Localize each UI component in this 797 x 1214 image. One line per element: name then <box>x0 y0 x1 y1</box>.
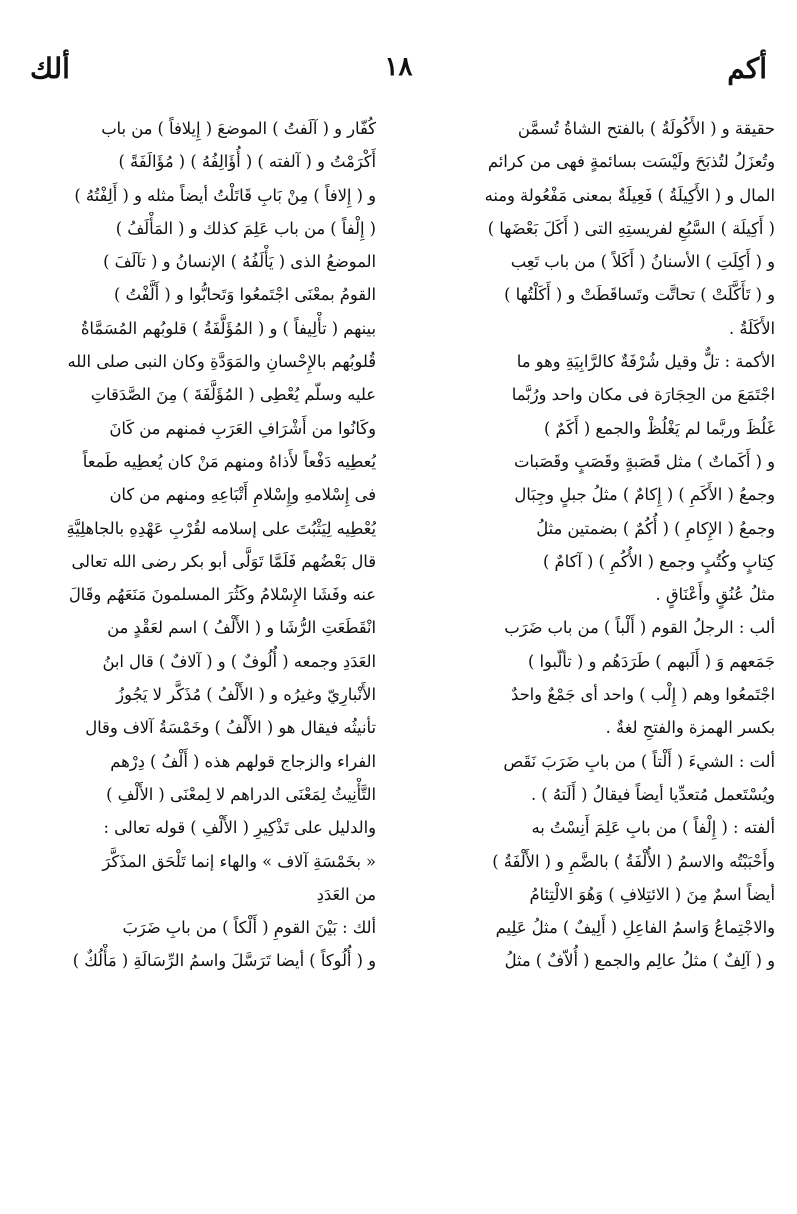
text-line: اجْتَمعُوا وهم ( إِلْب ) واحد أى جَمْعٌ واحدٌ <box>511 685 775 705</box>
text-line: قال بَعْضُهم فَلَمَّا تَوَلَّى أبو بكر رضى الله تعالى <box>71 551 376 571</box>
text-line: قُلوبُهم بالإِحْسانِ والمَوَدَّةِ وكان النبى صلى الله <box>67 352 376 372</box>
text-line: كِتابٍ وكُتُبٍ وجمع ( الأُكُمِ ) ( آكامٌ ) <box>543 551 775 571</box>
text-line: مثلُ عُنُقٍ وأَعْنَاقٍ . <box>655 585 775 605</box>
text-line: يُعْطِيه لِيَثْبُتَ على إسلامه لقُرْبِ عَهْدِهِ بالجاهلِيَّةِ <box>66 518 376 538</box>
left-column <box>28 112 376 978</box>
text-line: و ( إِلافاً ) مِنْ بَابِ قَاتَلْتُ أيضاً مثله و ( أَلِفْتُهُ ) <box>74 185 376 205</box>
text-line: « بخَمْسَةِ آلاف » والهاء إنما تَلْحَق المذَكَّرَ <box>102 851 376 871</box>
text-line: غَلُظَ وربَّما لم يَغْلُظْ والجمع ( أَكَمٌ ) <box>544 418 775 438</box>
text-line: ( أَكِيلَة ) السَّبُعِ لفريستِهِ التى ( أَكَلَ بَعْضَها ) <box>487 218 775 238</box>
header-last-word: ألك <box>30 52 70 85</box>
text-line: جَمَعهم وَ ( أَلَبهم ) طَرَدَهُم و ( تألّبوا ) <box>527 651 775 671</box>
text-line: ويُسْتَعمل مُتعدِّيا أيضاً فيقالُ ( أَلَتهُ ) . <box>530 784 775 804</box>
text-line: ألفته : ( إِلْفاً ) من بابِ عَلِمَ أَنِسْتُ به <box>531 818 775 838</box>
text-line: التَّأْنِيثُ لِمَعْنَى الدراهم لا لِمعْنَى ( الأَلْفِ ) <box>106 784 376 804</box>
text-line: أَكْرَمْتُ و ( آلفته ) ( أُؤَالِفُهُ ) ( مُؤَالَفَةً ) <box>118 152 376 172</box>
text-line: و ( أُلُوكاً ) أيضا تَرَسَّلَ واسمُ الرِّسَالَةِ ( مَأْلُكٌ ) <box>72 951 376 971</box>
text-line: تأنيثُه فيقال هو ( الأَلْفُ ) وخَمْسَةُ آلاف وقال <box>85 718 376 738</box>
page-header <box>30 52 767 102</box>
text-line: عنه وفَشَا الإِسْلامُ وكَثُرَ المسلمونَ مَنَعَهُم وقَالَ <box>68 585 376 605</box>
text-line: الأَكَلَةُ . <box>728 318 775 338</box>
text-line: فى إِسْلامهِ وإِسْلامِ أَتْبَاعِهِ ومنهم من كان <box>109 485 376 505</box>
header-first-word: أكم <box>727 52 767 85</box>
text-line: الأكمة : تلٌّ وقيل شُرْفَةٌ كالرَّابِيَةِ وهو ما <box>516 352 775 372</box>
text-line: وتُعزَلُ لتُذبَحَ ولَيْسَت بسائمةٍ فهى من كرائم <box>487 152 775 172</box>
text-line: من العَدَدِ <box>316 884 376 904</box>
text-line: المال و ( الأَكِيلَةُ ) فَعِيلَةٌ بمعنى مَفْعُولة ومنه <box>484 185 775 205</box>
text-line: بكسر الهمزة والفتحِ لغةٌ . <box>605 718 775 738</box>
text-line: القومُ بمعْنَى اجْتَمعُوا وَتَحابُّوا و ( أَلَّفْتُ ) <box>113 285 376 305</box>
text-line: ألت : الشيءَ ( أَلْتاً ) من بابِ ضَرَبَ نَقَص <box>503 751 775 771</box>
text-line: بينهم ( تأْلِيفاً ) و ( المُؤَلَّفَةُ ) قلوبُهم المُسَمَّاةُ <box>80 318 376 338</box>
text-line: والاجْتِماعُ وَاسمُ الفاعِلِ ( أَلِيفٌ ) مثلُ عَلِيم <box>495 918 775 938</box>
text-line: ألك : بَيْنَ القومِ ( أَلْكاً ) من بابِ ضَرَبَ <box>122 918 376 938</box>
text-line: والدليل على تَذْكِيرِ ( الأَلْفِ ) قوله تعالى : <box>103 818 376 838</box>
text-line: عليه وسلّم يُعْطِى ( المُؤَلَّفَةَ ) مِنَ الصَّدَقاتِ <box>90 385 376 405</box>
text-line: كُفّار و ( آلَفتُ ) الموضعَ ( إِيلافاً ) من باب <box>101 119 376 138</box>
text-line: وأَحْبَبْتُه والاسمُ ( الأُلْفَةُ ) بالضَّمِ و ( الأَلْفَةُ ) <box>492 851 775 871</box>
text-line: و ( تَأَكَّلَتْ ) تحاتَّت وتَساقَطَتْ و ( أَكَلْتُها ) <box>504 285 775 305</box>
text-line: اجْتَمَعَ من الحِجَارَة فى مكان واحد ورُبَّما <box>511 385 775 405</box>
text-line: ألب : الرجلُ القوم ( أَلْباً ) من باب ضَرَب <box>504 618 775 638</box>
text-line: ( إِلْفاً ) من باب عَلِمَ كذلك و ( المَأْلَفُ ) <box>115 218 376 238</box>
text-line: وجمعُ ( الإِكامِ ) ( أُكُمٌ ) بضمتين مثلُ <box>536 518 775 538</box>
text-line: يُعطِيه دَفْعاً لأَذاهُ ومنهم مَنْ كان يُعطِيه طَمعاً <box>82 451 376 471</box>
text-line: الأَنْبارِيّ وغيرُه و ( الأَلْفُ ) مُذَكَّر لا يَجُوزُ <box>116 685 376 705</box>
text-line: و ( أَكِلَتِ ) الأسنانُ ( أَكَلاً ) من باب تَعِب <box>510 252 775 272</box>
text-line: أيضاً اسمٌ مِنَ ( الائتِلافِ ) وَهُوَ الالْتِئامُ <box>529 884 775 904</box>
text-line: انْقَطَعَتِ الرُّشَا و ( الأَلْفُ ) اسم لعَقْدٍ من <box>107 618 376 638</box>
text-line: وجمعُ ( الأَكَمِ ) ( إِكامٌ ) مثلُ جبلٍ وجِبَال <box>514 485 775 505</box>
text-line: الموضعُ الذى ( يَأْلَفُهُ ) الإنسانُ و ( تآلَفَ ) <box>103 252 376 272</box>
page-number: ١٨ <box>384 52 413 82</box>
right-column <box>392 112 775 978</box>
text-line: حقيقة و ( الأَكُولَةُ ) بالفتح الشاةُ تُسمَّن <box>517 119 775 138</box>
text-line: و ( أَكَماتٌ ) مثل قَصَبةٍ وقَصَبٍ وقَصَبات <box>514 451 775 471</box>
text-line: العَدَدِ وجمعه ( أُلُوفٌ ) و ( آلافٌ ) قال ابنُ <box>102 651 376 671</box>
text-line: و ( آلِفٌ ) مثلُ عالِم والجمع ( أُلاّفٌ ) مثلُ <box>504 951 775 971</box>
text-line: الفراء والزجاج قولهم هذه ( أَلْفُ ) دِرْهم <box>110 751 376 771</box>
text-line: وكَانُوا من أَشْرَافِ العَرَبِ فمنهم من كَانَ <box>109 418 376 438</box>
